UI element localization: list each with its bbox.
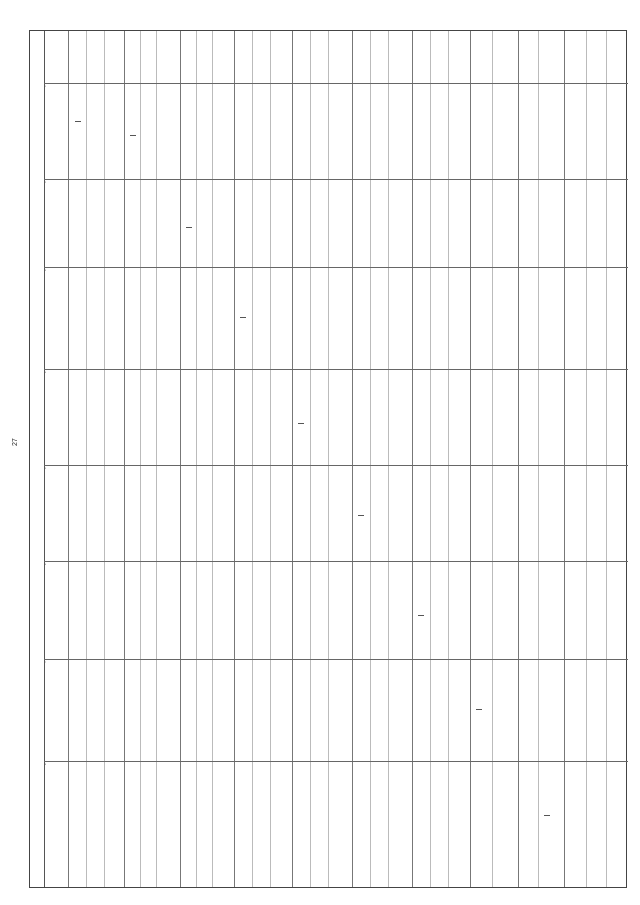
illegible-cell-mark — [544, 815, 550, 816]
table-column-divider — [352, 31, 353, 887]
illegible-cell-mark — [240, 317, 246, 318]
table-column-divider — [140, 31, 141, 887]
illegible-cell-mark — [75, 121, 81, 122]
table-row: 8 — [44, 761, 628, 762]
table-column-divider — [234, 31, 235, 887]
illegible-cell-mark — [186, 227, 192, 228]
table-row: 6 — [44, 561, 628, 562]
table-side-header — [30, 31, 45, 887]
table-column-divider — [180, 31, 181, 887]
table-column-divider — [124, 31, 125, 887]
table-column-divider — [252, 31, 253, 887]
table-column-divider — [328, 31, 329, 887]
table-column-divider — [212, 31, 213, 887]
page-number: 27 — [12, 438, 19, 446]
illegible-cell-mark — [476, 709, 482, 710]
illegible-cell-mark — [130, 135, 136, 136]
table-column-divider — [564, 31, 565, 887]
table-column-divider — [292, 31, 293, 887]
illegible-cell-mark — [358, 515, 364, 516]
table-row: 1 — [44, 83, 628, 84]
table-column-divider — [104, 31, 105, 887]
table-column-divider — [470, 31, 471, 887]
table-column-divider — [448, 31, 449, 887]
illegible-cell-mark — [298, 423, 304, 424]
table-row: 2 — [44, 179, 628, 180]
table-column-divider — [586, 31, 587, 887]
table-row: 7 — [44, 659, 628, 660]
table-row: 5 — [44, 465, 628, 466]
table-column-divider — [606, 31, 607, 887]
table-column-divider — [310, 31, 311, 887]
table-column-divider — [156, 31, 157, 887]
illegible-cell-mark — [418, 615, 424, 616]
table-row: 4 — [44, 369, 628, 370]
table-column-divider — [518, 31, 519, 887]
table-column-divider — [370, 31, 371, 887]
table-column-divider — [538, 31, 539, 887]
table-row: 3 — [44, 267, 628, 268]
table-column-divider — [68, 31, 69, 887]
table-column-divider — [86, 31, 87, 887]
rotated-data-table — [29, 30, 627, 888]
table-column-divider — [492, 31, 493, 887]
table-column-divider — [270, 31, 271, 887]
table-column-divider — [388, 31, 389, 887]
table-column-divider — [412, 31, 413, 887]
table-column-divider — [196, 31, 197, 887]
table-column-divider — [430, 31, 431, 887]
